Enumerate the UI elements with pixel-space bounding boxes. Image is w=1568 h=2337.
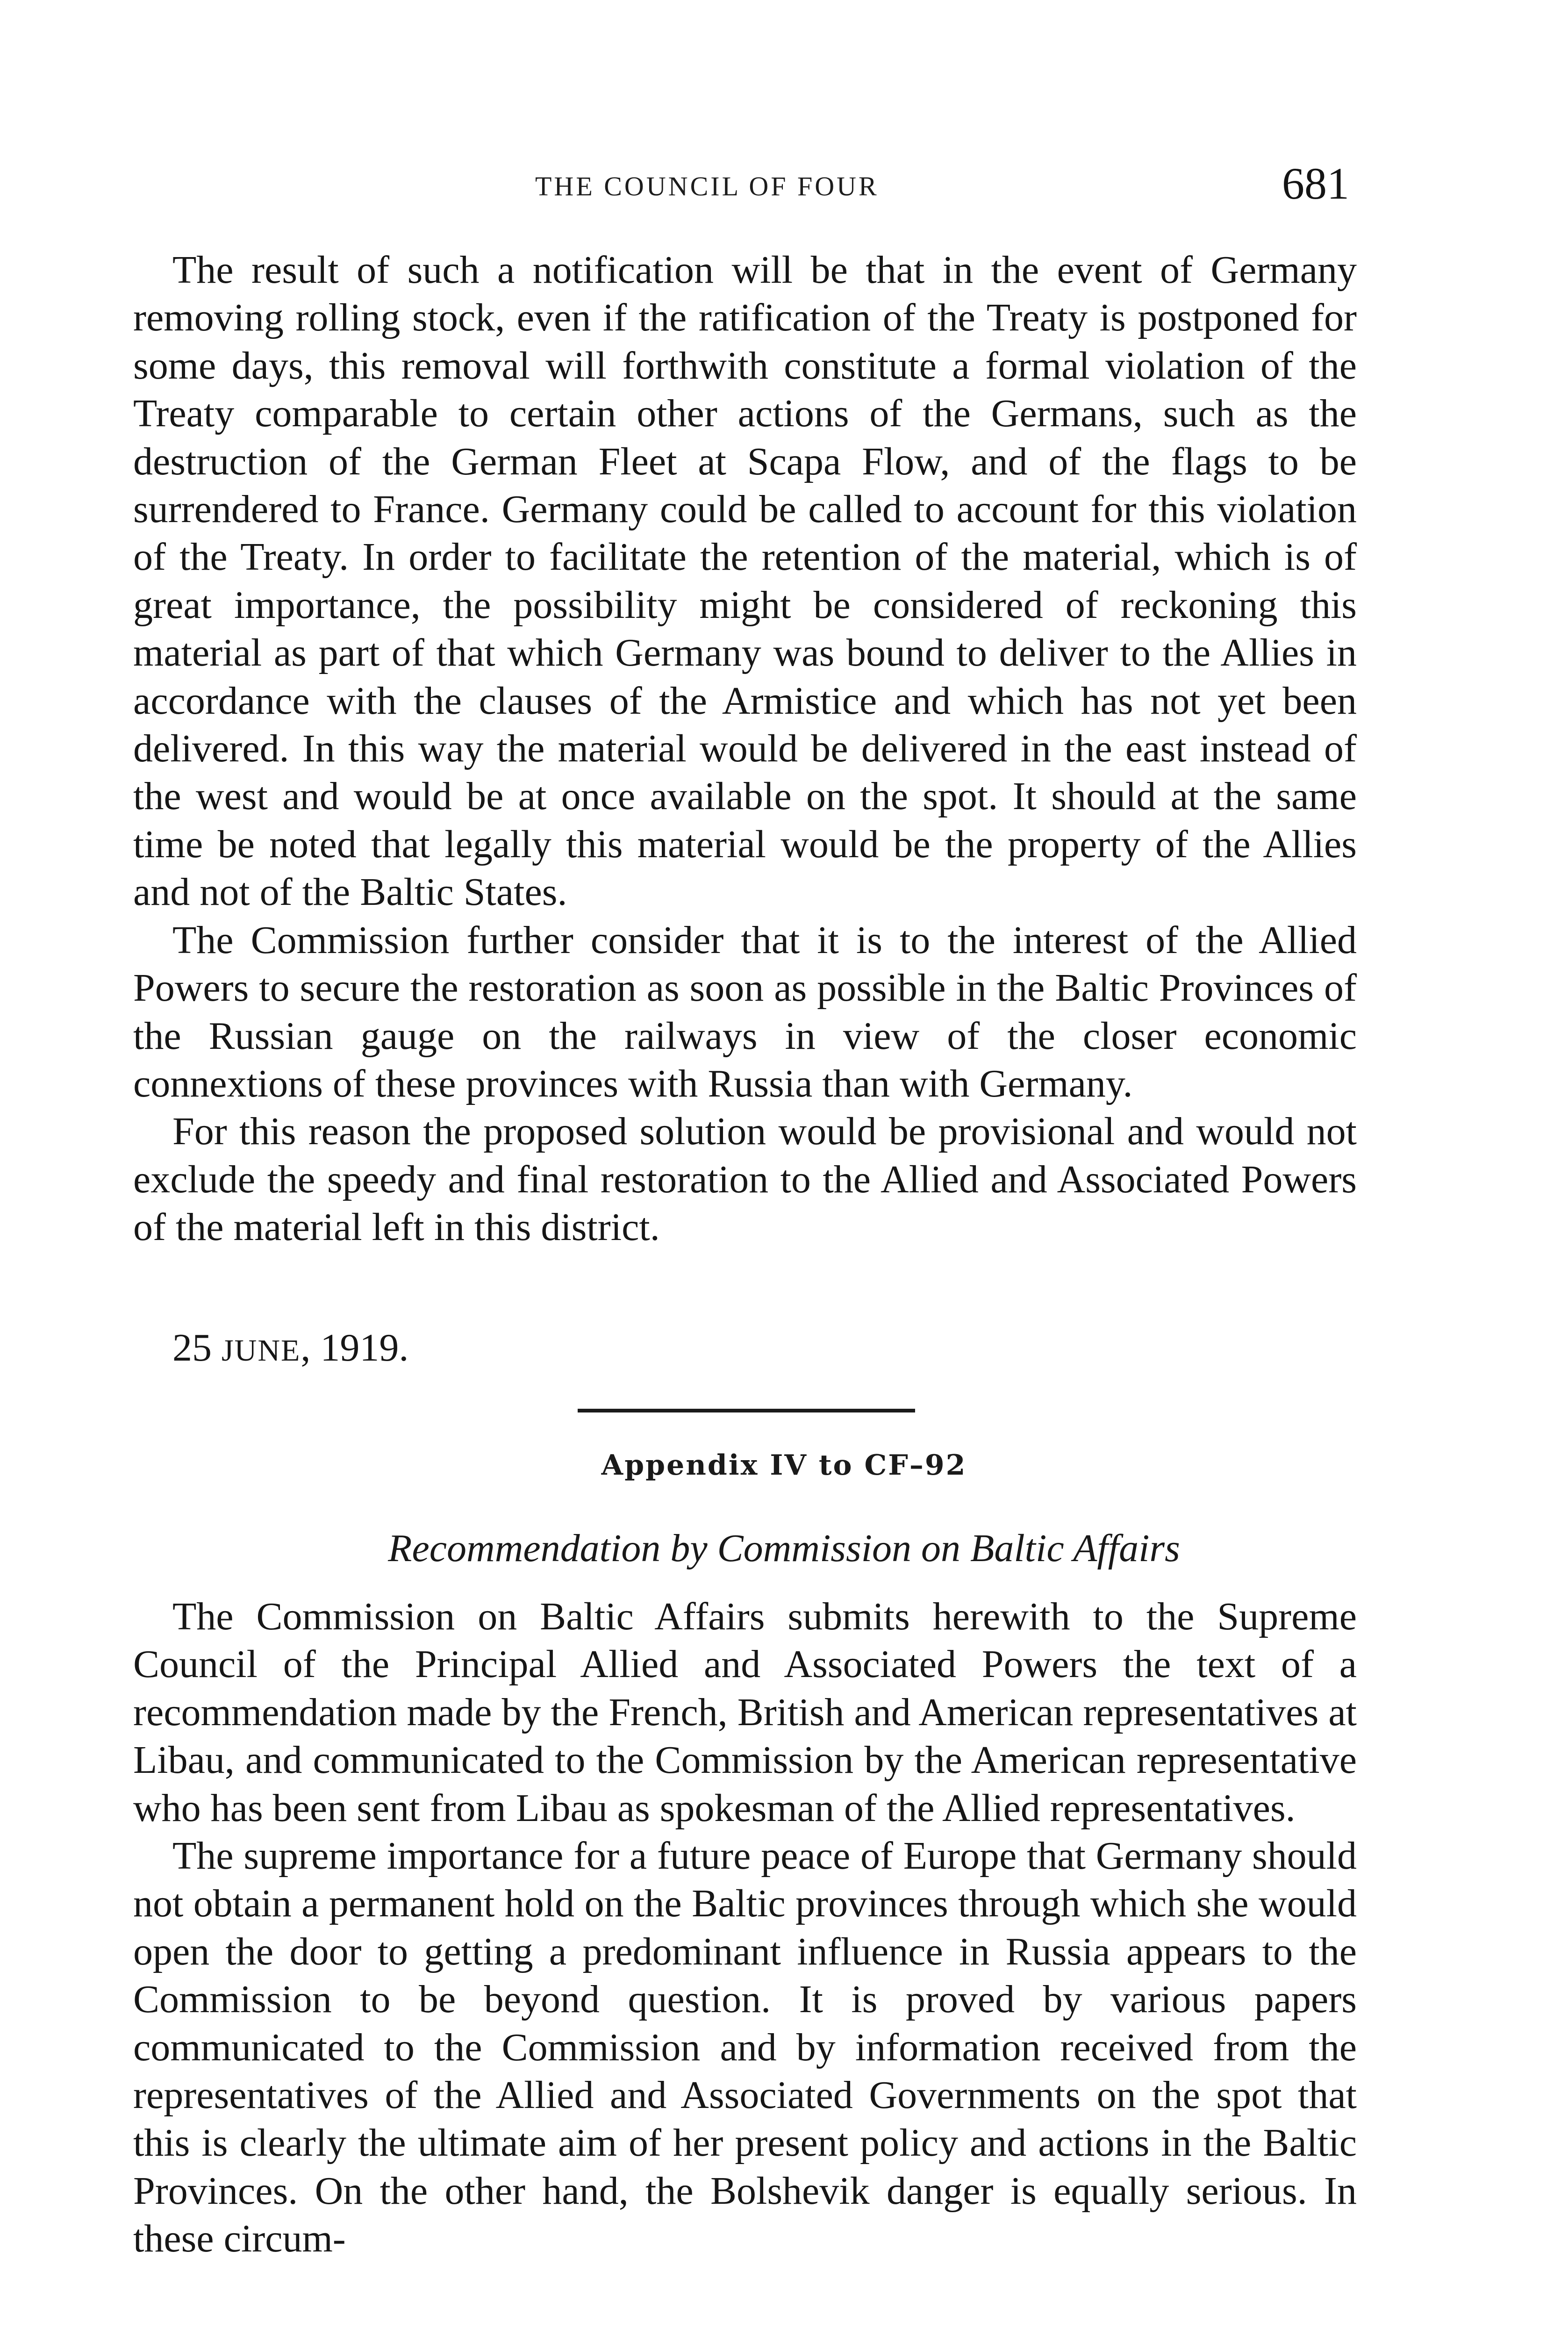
page-number: 681 xyxy=(1282,158,1349,208)
continuation-text xyxy=(133,246,1357,1252)
body-paragraph: The Commission further consider that it is to the interest of the Allied Powers to secure the restoration as soon as possible in the Baltic Provinces of the Russian gauge on the railways in view of the closer economic connextions of these provinces with Russia than with Germany. xyxy=(133,918,1357,1105)
running-title: THE COUNCIL OF FOUR xyxy=(535,171,879,201)
section-divider xyxy=(578,1409,915,1412)
body-paragraph: The result of such a notification will be that in the event of Germany removing rolling stock, even if the ratification of the Treaty is postponed for some days, this removal will forthwith constitute a formal violation of the Treaty comparable to certain other actions of the Germans, such as the destruction of the German Fleet at Scapa Flow, and of the flags to be surrendered to France. Germany could be called to account for this violation of the Treaty. In order to facilitate the retention of the material, which is of great importance, the possibility might be considered of reckoning this material as part of that which Germany was bound to deliver to the Allies in accordance with the clauses of the Armistice and which has not yet been delivered. In this way the material would be delivered in the east instead of the west and would be at once available on the spot. It should at the same time be noted that legally this material would be the property of the Allies and not of the Baltic States. xyxy=(133,248,1357,914)
date-year: , 1919. xyxy=(301,1326,409,1369)
body-paragraph: The Commission on Baltic Affairs submits herewith to the Supreme Council of the Principal Allied and Associated Powers the text of a recommendation made by the French, British and American representatives at Libau, and communicated to the Commission by the American representative who has been sent from Libau as spokesman of the Allied representatives. xyxy=(133,1595,1357,1830)
date-day: 25 xyxy=(172,1326,212,1369)
body-paragraph: For this reason the proposed solution would be provisional and would not exclude the speedy and final restoration to the Allied and Associated Powers of the material left in this district. xyxy=(133,1110,1357,1249)
running-header xyxy=(0,158,1568,217)
appendix-title: Recommendation by Commission on Baltic Affairs xyxy=(388,1527,1180,1570)
date-line xyxy=(172,1325,408,1370)
appendix-text xyxy=(133,1593,1357,2263)
body-paragraph: The supreme importance for a future peace of Europe that Germany should not obtain a permanent hold on the Baltic provinces through which she would open the door to getting a predominant influence in Russia appears to the Commission to be beyond question. It is proved by various papers communicated to the Commission and by information received from the representatives of the Allied and Associated Governments on the spot that this is clearly the ultimate aim of her present policy and actions in the Baltic Provinces. On the other hand, the Bolshevik danger is equally serious. In these circum- xyxy=(133,1834,1357,2261)
appendix-label: Appendix IV to CF–92 xyxy=(601,1449,967,1482)
date-month: JUNE xyxy=(222,1333,301,1368)
